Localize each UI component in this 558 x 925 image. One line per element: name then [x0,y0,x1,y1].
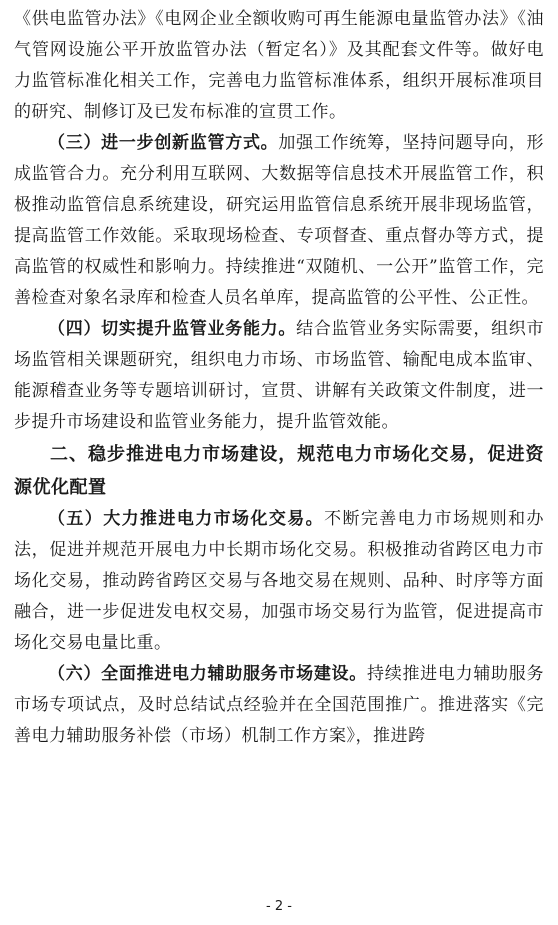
item-3-heading: （三）进一步创新监管方式。 [48,133,279,153]
item-6-body: 持续推进电力辅助服务市场专项试点，及时总结试点经验并在全国范围推广。推进落实《完善电力辅助服务补偿（市场）机制工作方案》，推进跨 [14,664,544,746]
paragraph-continuation: 《供电监管办法》《电网企业全额收购可再生能源电量监管办法》《油气管网设施公平开放监管办法（暂定名）》及其配套文件等。做好电力监管标准化相关工作，完善电力监管标准体系，组织开展标准项目的研究、制修订及已发布标准的宣贯工作。 [14,9,544,122]
item-5-body: 不断完善电力市场规则和办法，促进并规范开展电力中长期市场化交易。积极推动省跨区电力市场化交易，推动跨省跨区交易与各地交易在规则、品种、时序等方面融合，进一步促进发电权交易，加强市场交易行为监管，促进提高市场化交易电量比重。 [14,509,545,653]
paragraph-item-6 [14,659,544,752]
item-4-body: 结合监管业务实际需要，组织市场监管相关课题研究，组织电力市场、市场监管、输配电成本监审、能源稽查业务等专题培训研讨，宣贯、讲解有关政策文件制度，进一步提升市场建设和监管业务能力，提升监管效能。 [14,319,545,432]
item-4-heading: （四）切实提升监管业务能力。 [48,319,297,339]
item-5-heading: （五）大力推进电力市场化交易。 [48,509,325,529]
page-number: - 2 - [266,899,292,914]
paragraph-item-5 [14,504,544,659]
item-3-body: 加强工作统筹，坚持问题导向，形成监管合力。充分利用互联网、大数据等信息技术开展监管工作，积极推动监管信息系统建设，研究运用监管信息系统开展非现场监管，提高监管工作效能。采取现场检查、专项督查、重点督办等方式，提高监管的权威性和影响力。持续推进“双随机、一公开”监管工作，完善检查对象名录库和检查人员名单库，提高监管的公平性、公正性。 [14,133,545,308]
paragraph-item-4 [14,314,544,438]
section-2-heading: 二、稳步推进电力市场建设，规范电力市场化交易，促进资源优化配置 [14,444,544,498]
paragraph-item-3 [14,128,544,314]
item-6-heading: （六）全面推进电力辅助服务市场建设。 [48,664,367,684]
